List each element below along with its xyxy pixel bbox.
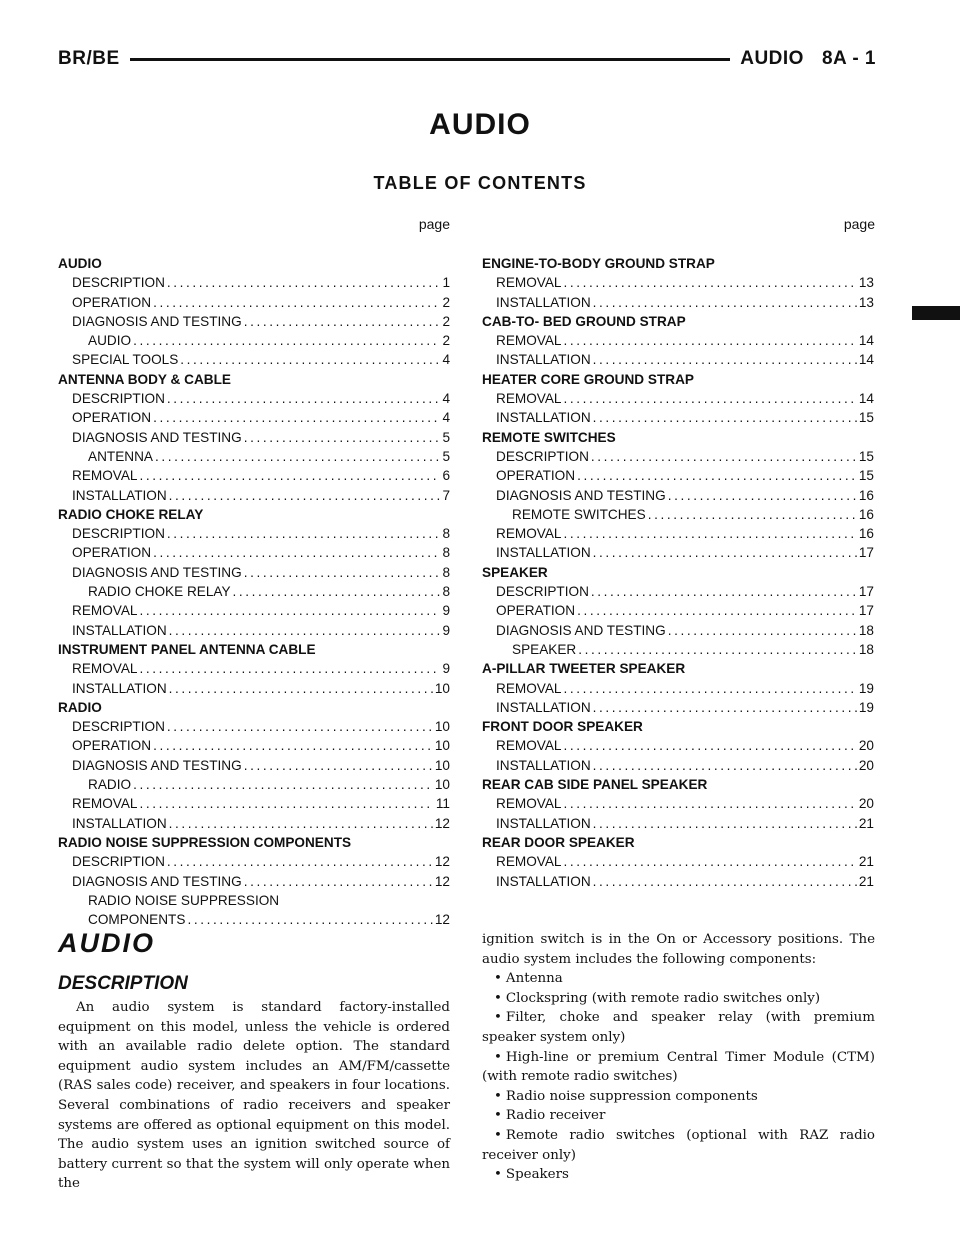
toc-entry-title: REMOVAL (72, 796, 138, 812)
toc-entry (58, 273, 450, 292)
toc-dot-leader (577, 601, 857, 620)
toc-entry-title: REMOVAL (72, 603, 138, 619)
toc-entry-page: 17 (858, 603, 874, 619)
toc-dot-leader (169, 486, 441, 505)
toc-entry (58, 679, 450, 698)
toc-dot-leader (648, 505, 857, 524)
toc-entry-page: 14 (858, 391, 874, 407)
toc-dot-leader (593, 756, 857, 775)
component-list-item: • Radio noise suppression components (482, 1087, 875, 1107)
toc-dot-leader (668, 486, 857, 505)
toc-dot-leader (591, 582, 857, 601)
toc-entry (58, 370, 450, 389)
toc-entry (482, 293, 874, 312)
toc-entry-page: 13 (858, 294, 874, 310)
toc-entry-page: 15 (858, 410, 874, 426)
toc-entry (58, 428, 450, 447)
toc-page-label-left: page (418, 216, 450, 232)
toc-entry-page: 14 (858, 352, 874, 368)
toc-entry (482, 775, 874, 794)
toc-entry-title: REMOVAL (496, 275, 562, 291)
toc-entry-page: 4 (442, 352, 450, 368)
toc-entry-page: 13 (858, 275, 874, 291)
toc-entry (482, 621, 874, 640)
toc-entry-title: INSTALLATION (72, 622, 167, 638)
toc-entry (58, 891, 450, 910)
toc-dot-leader (133, 775, 433, 794)
toc-dot-leader (244, 428, 441, 447)
toc-entry-title: INSTALLATION (496, 699, 591, 715)
toc-dot-leader (169, 814, 433, 833)
toc-entry-page: 6 (442, 468, 450, 484)
toc-dot-leader (139, 659, 440, 678)
subsection-title: DESCRIPTION (58, 973, 188, 994)
description-paragraph-part-1: An audio system is standard factory-installed equipment on this model, unless the vehicle is ordered with an available radio delete option. The standard equipment audio system includes an AM/FM/cassette (RAS sales code) receiver, and speakers in four locations. Several combinations of radio receivers and speaker systems are offered as optional equipment on this model. The audio system uses an ignition switched source of battery current so that the system will only operate when the (58, 1000, 450, 1192)
toc-entry (58, 389, 450, 408)
toc-entry (58, 833, 450, 852)
toc-entry-page: 12 (434, 854, 450, 870)
toc-entry-title: INSTALLATION (496, 294, 591, 310)
toc-entry-page: 10 (434, 757, 450, 773)
toc-dot-leader (593, 350, 857, 369)
toc-entry-title: HEATER CORE GROUND STRAP (482, 371, 694, 387)
toc-entry (482, 543, 874, 562)
toc-entry (58, 621, 450, 640)
toc-dot-leader (578, 640, 857, 659)
toc-dot-leader (563, 736, 856, 755)
toc-entry-title: INSTALLATION (496, 873, 591, 889)
toc-entry-page: 16 (858, 526, 874, 542)
toc-dot-leader (244, 563, 441, 582)
toc-entry-title: OPERATION (72, 294, 152, 310)
toc-entry-title: INSTALLATION (72, 815, 167, 831)
toc-entry-title: REMOVAL (72, 468, 138, 484)
toc-entry-page: 8 (442, 526, 450, 542)
header-right (740, 48, 876, 70)
toc-entry (58, 466, 450, 485)
toc-entry-page: 5 (442, 448, 450, 464)
toc-entry-page: 21 (858, 854, 874, 870)
section-title: AUDIO (58, 928, 155, 958)
toc-entry-page: 12 (434, 815, 450, 831)
header-rule (130, 58, 731, 61)
toc-entry-page: 2 (442, 333, 450, 349)
toc-entry-title: INSTALLATION (72, 487, 167, 503)
toc-entry-title: REMOTE SWITCHES (512, 506, 646, 522)
toc-entry-title: OPERATION (496, 468, 576, 484)
toc-entry (58, 756, 450, 775)
toc-entry-page: 14 (858, 333, 874, 349)
toc-dot-leader (593, 698, 857, 717)
toc-entry (58, 254, 450, 273)
toc-entry (58, 293, 450, 312)
component-list-item: • High-line or premium Central Timer Module (CTM) (with remote radio switches) (482, 1048, 875, 1087)
toc-entry-title: DESCRIPTION (72, 275, 165, 291)
component-list-item: • Antenna (482, 969, 875, 989)
toc-entry (482, 852, 874, 871)
toc-entry (482, 524, 874, 543)
toc-entry-page: 8 (442, 564, 450, 580)
toc-entry (482, 659, 874, 678)
toc-entry-title: REMOVAL (496, 854, 562, 870)
toc-entry-title: RADIO (88, 777, 132, 793)
toc-entry (482, 486, 874, 505)
toc-entry-page: 16 (858, 487, 874, 503)
toc-dot-leader (668, 621, 857, 640)
toc-entry-title: DIAGNOSIS AND TESTING (72, 313, 242, 329)
toc-entry-title: FRONT DOOR SPEAKER (482, 719, 643, 735)
toc-entry-page: 7 (442, 487, 450, 503)
description-paragraph-part-2: ignition switch is in the On or Accessory positions. The audio system includes the following components: (482, 932, 875, 967)
toc-entry-title: AUDIO (88, 333, 132, 349)
toc-entry-title: INSTALLATION (496, 545, 591, 561)
toc-dot-leader (563, 273, 856, 292)
toc-entry-title: REAR DOOR SPEAKER (482, 834, 635, 850)
toc-dot-leader (167, 717, 433, 736)
toc-dot-leader (167, 273, 441, 292)
toc-entry (58, 543, 450, 562)
toc-entry (58, 563, 450, 582)
toc-entry (482, 273, 874, 292)
toc-dot-leader (563, 794, 856, 813)
toc-entry-page: 16 (858, 506, 874, 522)
toc-entry-title: SPEAKER (482, 564, 548, 580)
toc-entry-title: RADIO (58, 699, 102, 715)
toc-entry-title: OPERATION (496, 603, 576, 619)
page-header (58, 44, 876, 74)
toc-entry-title: DIAGNOSIS AND TESTING (72, 429, 242, 445)
toc-entry-page: 17 (858, 584, 874, 600)
section-tab-marker (912, 306, 960, 320)
toc-dot-leader (153, 736, 433, 755)
toc-entry-title: REMOVAL (496, 796, 562, 812)
toc-entry-title: DESCRIPTION (72, 854, 165, 870)
toc-entry (482, 466, 874, 485)
toc-entry (482, 736, 874, 755)
toc-entry-page: 10 (434, 777, 450, 793)
toc-entry-page: 4 (442, 391, 450, 407)
component-list-item: • Speakers (482, 1165, 875, 1185)
toc-entry (58, 312, 450, 331)
toc-entry-page: 2 (442, 294, 450, 310)
toc-dot-leader (593, 814, 857, 833)
toc-entry-title: A-PILLAR TWEETER SPEAKER (482, 661, 686, 677)
toc-entry-title: DESCRIPTION (496, 448, 589, 464)
toc-entry-title: ENGINE-TO-BODY GROUND STRAP (482, 256, 715, 271)
toc-entry (482, 833, 874, 852)
toc-entry-page: 17 (858, 545, 874, 561)
header-section-name: AUDIO (740, 48, 804, 69)
toc-entry-page: 10 (434, 738, 450, 754)
toc-entry-page: 15 (858, 448, 874, 464)
toc-entry (482, 563, 874, 582)
toc-entry (482, 601, 874, 620)
toc-entry-page: 15 (858, 468, 874, 484)
toc-entry-page: 18 (858, 641, 874, 657)
toc-entry-title: OPERATION (72, 410, 152, 426)
toc-entry-title: REMOTE SWITCHES (482, 429, 616, 445)
toc-entry (482, 872, 874, 891)
toc-entry-title: REMOVAL (496, 680, 562, 696)
component-list-item: • Remote radio switches (optional with RAZ radio receiver only) (482, 1126, 875, 1165)
toc-dot-leader (180, 350, 440, 369)
toc-entry (58, 698, 450, 717)
toc-entry-page: 9 (442, 661, 450, 677)
toc-entry-page: 8 (442, 584, 450, 600)
toc-entry (58, 350, 450, 369)
toc-entry (482, 794, 874, 813)
toc-dot-leader (167, 389, 441, 408)
toc-entry-title: COMPONENTS (88, 912, 186, 928)
toc-entry-title: INSTALLATION (496, 815, 591, 831)
toc-dot-leader (563, 679, 856, 698)
component-list (482, 969, 875, 1185)
toc-dot-leader (593, 872, 857, 891)
toc-entry (58, 775, 450, 794)
toc-dot-leader (563, 331, 856, 350)
toc-dot-leader (155, 447, 440, 466)
toc-entry (58, 872, 450, 891)
toc-entry (58, 505, 450, 524)
toc-entry-page: 10 (434, 719, 450, 735)
toc-entry-title: OPERATION (72, 738, 152, 754)
toc-dot-leader (233, 582, 441, 601)
toc-entry-page: 9 (442, 603, 450, 619)
description-right-column (482, 930, 875, 1185)
toc-dot-leader (244, 756, 433, 775)
toc-entry (58, 717, 450, 736)
toc-entry-title: DIAGNOSIS AND TESTING (72, 564, 242, 580)
component-list-item: • Filter, choke and speaker relay (with premium speaker system only) (482, 1008, 875, 1047)
component-list-item: • Clockspring (with remote radio switches only) (482, 989, 875, 1009)
toc-entry-title: DESCRIPTION (72, 719, 165, 735)
toc-dot-leader (133, 331, 440, 350)
toc-page-label-right: page (843, 216, 875, 232)
toc-entry-page: 21 (858, 815, 874, 831)
toc-entry-title: DIAGNOSIS AND TESTING (72, 757, 242, 773)
toc-dot-leader (167, 524, 441, 543)
toc-entry (58, 524, 450, 543)
toc-dot-leader (577, 466, 857, 485)
toc-entry (58, 601, 450, 620)
toc-entry-page: 11 (435, 796, 450, 812)
toc-entry-page: 9 (442, 622, 450, 638)
toc-entry (482, 254, 874, 273)
toc-dot-leader (153, 543, 440, 562)
toc-entry (58, 852, 450, 871)
page-title: AUDIO (429, 108, 531, 141)
toc-entry (482, 312, 874, 331)
toc-entry-page: 21 (858, 873, 874, 889)
toc-entry-title: ANTENNA (88, 448, 153, 464)
toc-entry-title: RADIO NOISE SUPPRESSION (88, 892, 280, 908)
toc-dot-leader (593, 293, 857, 312)
toc-entry-page: 5 (442, 429, 450, 445)
toc-entry-title: ANTENNA BODY & CABLE (58, 371, 231, 387)
toc-entry (482, 582, 874, 601)
toc-heading: TABLE OF CONTENTS (373, 173, 587, 193)
toc-entry (482, 370, 874, 389)
toc-entry (482, 350, 874, 369)
toc-entry (482, 389, 874, 408)
toc-entry (482, 447, 874, 466)
toc-entry-title: REMOVAL (72, 661, 138, 677)
toc-entry (58, 331, 450, 350)
component-list-item: • Radio receiver (482, 1106, 875, 1126)
toc-entry (482, 814, 874, 833)
toc-dot-leader (593, 408, 857, 427)
toc-entry-title: DESCRIPTION (496, 584, 589, 600)
toc-entry-title: INSTRUMENT PANEL ANTENNA CABLE (58, 641, 316, 657)
toc-entry-page: 8 (442, 545, 450, 561)
toc-entry-title: SPECIAL TOOLS (72, 352, 179, 368)
toc-entry-title: DESCRIPTION (72, 526, 165, 542)
toc-entry-page: 20 (858, 796, 874, 812)
toc-entry-page: 20 (858, 738, 874, 754)
toc-entry (482, 505, 874, 524)
toc-entry-title: OPERATION (72, 545, 152, 561)
toc-entry-title: REMOVAL (496, 391, 562, 407)
toc-entry-title: REMOVAL (496, 738, 562, 754)
toc-entry (482, 331, 874, 350)
toc-entry (58, 736, 450, 755)
toc-entry-title: INSTALLATION (496, 410, 591, 426)
toc-dot-leader (563, 524, 856, 543)
toc-entry-title: DIAGNOSIS AND TESTING (72, 873, 242, 889)
toc-entry-title: CAB-TO- BED GROUND STRAP (482, 313, 686, 329)
toc-entry-title: INSTALLATION (496, 757, 591, 773)
toc-entry-page: 10 (434, 680, 450, 696)
toc-left-column (58, 254, 450, 929)
toc-entry-page: 19 (858, 680, 874, 696)
toc-entry (58, 814, 450, 833)
toc-entry-title: INSTALLATION (496, 352, 591, 368)
toc-entry (58, 447, 450, 466)
toc-entry-title: AUDIO (58, 256, 102, 271)
header-model-code: BR/BE (58, 48, 120, 69)
toc-dot-leader (139, 794, 433, 813)
toc-dot-leader (187, 910, 432, 929)
toc-entry (482, 679, 874, 698)
toc-entry (58, 486, 450, 505)
toc-entry (482, 428, 874, 447)
toc-entry (482, 698, 874, 717)
toc-entry (482, 640, 874, 659)
toc-entry-page: 20 (858, 757, 874, 773)
toc-entry (58, 794, 450, 813)
toc-entry-page: 4 (442, 410, 450, 426)
toc-entry-page: 2 (442, 313, 450, 329)
toc-dot-leader (139, 601, 440, 620)
toc-entry-page: 12 (434, 873, 450, 889)
header-page-number: 8A - 1 (821, 48, 876, 69)
toc-entry-title: RADIO CHOKE RELAY (58, 506, 204, 522)
toc-dot-leader (169, 621, 441, 640)
toc-dot-leader (563, 852, 856, 871)
toc-entry-page: 1 (442, 275, 450, 291)
toc-entry-title: REAR CAB SIDE PANEL SPEAKER (482, 777, 708, 793)
toc-entry-title: DESCRIPTION (72, 391, 165, 407)
toc-entry (482, 717, 874, 736)
toc-entry (482, 408, 874, 427)
toc-entry (58, 640, 450, 659)
toc-dot-leader (139, 466, 440, 485)
toc-entry (58, 408, 450, 427)
toc-entry-title: REMOVAL (496, 526, 562, 542)
toc-dot-leader (153, 408, 440, 427)
toc-dot-leader (153, 293, 440, 312)
toc-right-column (482, 254, 874, 891)
toc-entry-title: REMOVAL (496, 333, 562, 349)
toc-entry (482, 756, 874, 775)
toc-entry-title: DIAGNOSIS AND TESTING (496, 487, 666, 503)
toc-entry (58, 910, 450, 929)
toc-entry (58, 659, 450, 678)
toc-entry-page: 19 (858, 699, 874, 715)
toc-entry-page: 18 (858, 622, 874, 638)
toc-dot-leader (563, 389, 856, 408)
toc-entry-title: RADIO NOISE SUPPRESSION COMPONENTS (58, 834, 352, 850)
toc-dot-leader (167, 852, 433, 871)
toc-entry-title: INSTALLATION (72, 680, 167, 696)
toc-entry (58, 582, 450, 601)
toc-entry-page: 12 (434, 912, 450, 928)
toc-dot-leader (169, 679, 433, 698)
toc-entry-title: DIAGNOSIS AND TESTING (496, 622, 666, 638)
toc-dot-leader (593, 543, 857, 562)
toc-dot-leader (591, 447, 857, 466)
toc-entry-title: RADIO CHOKE RELAY (88, 584, 231, 600)
toc-dot-leader (244, 872, 433, 891)
toc-entry-title: SPEAKER (512, 641, 577, 657)
toc-dot-leader (244, 312, 441, 331)
